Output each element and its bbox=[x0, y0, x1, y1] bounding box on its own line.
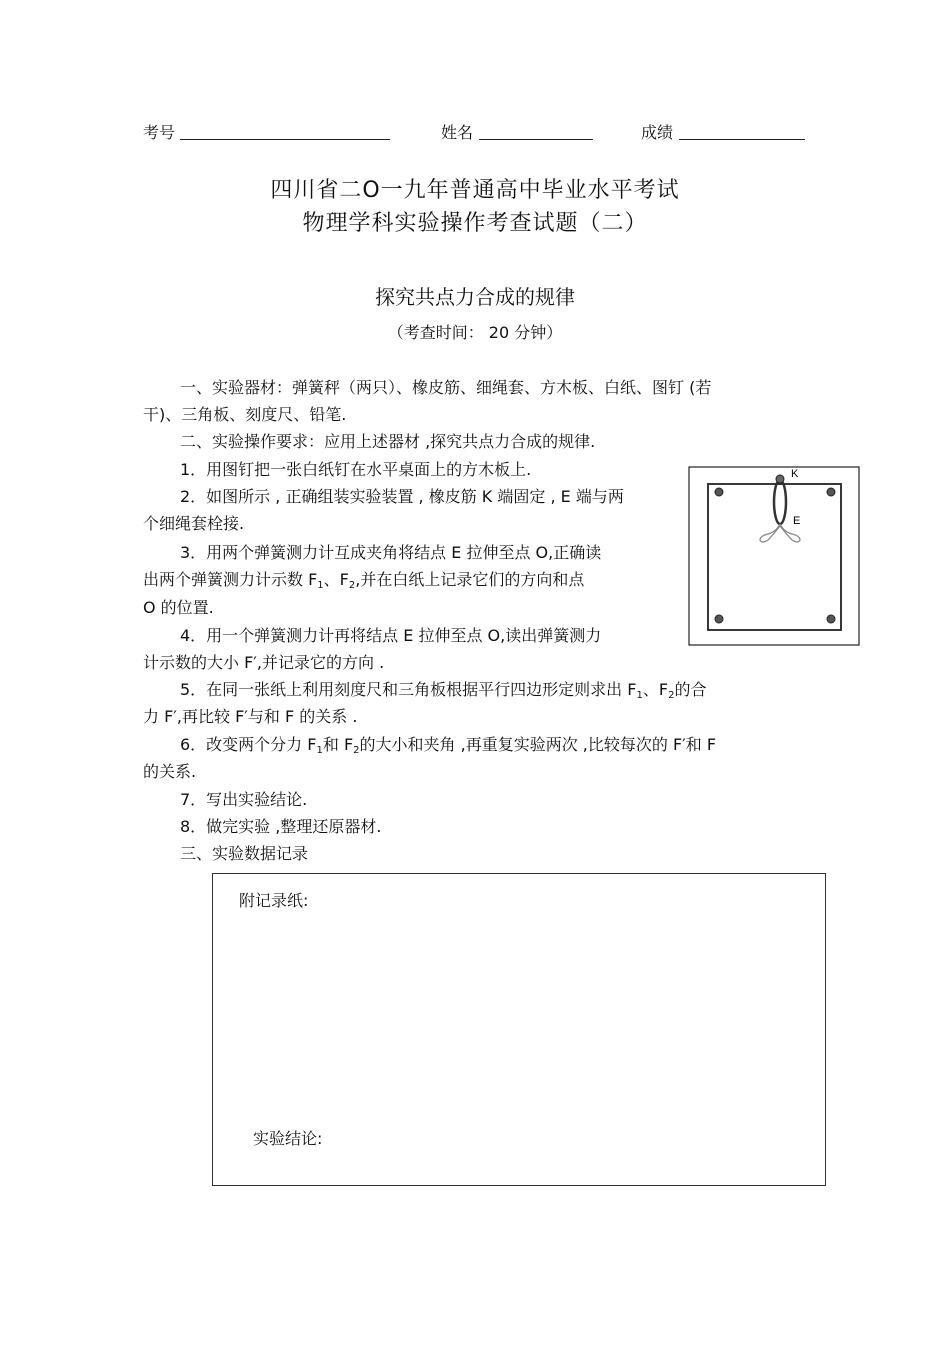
exam-no-label: 考号 bbox=[143, 123, 176, 142]
name-field[interactable] bbox=[479, 121, 593, 140]
conclusion-label: 实验结论: bbox=[253, 1129, 323, 1148]
score-field[interactable] bbox=[679, 121, 805, 140]
section2: 二、实验操作要求：应用上述器材 ,探究共点力合成的规律. bbox=[180, 432, 596, 451]
step6-text-c: 的大小和夹角 ,再重复实验两次 ,比较每次的 F′和 F bbox=[359, 735, 717, 754]
section1-line2: 干)、三角板、刻度尺、铅笔. bbox=[143, 405, 347, 424]
section1-line1: 一、实验器材：弹簧秤（两只）、橡皮筋、细绳套、方木板、白纸、图钉 (若 bbox=[180, 378, 712, 397]
pin-bottom-left bbox=[715, 615, 723, 623]
step3-line2 bbox=[143, 567, 584, 591]
subscript-2: 2 bbox=[348, 580, 356, 591]
step5-text-b: 、F bbox=[642, 680, 669, 699]
step4-line1: 4．用一个弹簧测力计再将结点 E 拉伸至点 O,读出弹簧测力 bbox=[180, 626, 602, 645]
subscript-1: 1 bbox=[317, 580, 324, 591]
step6-text-b: 和 F bbox=[322, 735, 354, 754]
step7: 7．写出实验结论. bbox=[180, 790, 308, 809]
pin-top-right bbox=[827, 488, 835, 496]
exam-no-field[interactable] bbox=[180, 121, 390, 140]
step2-line2: 个细绳套栓接. bbox=[143, 514, 245, 533]
step3-line3: O 的位置. bbox=[143, 598, 214, 617]
step5-text-c: 的合 bbox=[674, 680, 707, 699]
page-title-line1: 四川省二O一九年普通高中毕业水平考试 bbox=[270, 178, 680, 203]
step5-text-a: 5．在同一张纸上利用刻度尺和三角板根据平行四边形定则求出 F bbox=[180, 680, 637, 699]
subscript-2: 2 bbox=[668, 690, 675, 701]
step1: 1．用图钉把一张白纸钉在水平桌面上的方木板上. bbox=[180, 460, 532, 479]
step8: 8．做完实验 ,整理还原器材. bbox=[180, 817, 382, 836]
score-label: 成绩 bbox=[641, 123, 674, 142]
label-k: K bbox=[791, 468, 799, 480]
exam-time: （考查时间： 20 分钟） bbox=[387, 323, 563, 342]
pin-top-left bbox=[715, 488, 723, 496]
pin-k bbox=[776, 475, 784, 483]
page-title-line2: 物理学科实验操作考查试题（二） bbox=[302, 211, 648, 236]
step5-line1 bbox=[180, 677, 706, 701]
step3-text-a: 出两个弹簧测力计示数 F bbox=[143, 570, 318, 589]
subscript-1: 1 bbox=[316, 745, 323, 756]
step3-text-b: 、F bbox=[323, 570, 349, 589]
step6-line1 bbox=[180, 732, 716, 756]
name-label: 姓名 bbox=[441, 123, 474, 142]
step3-line1: 3．用两个弹簧测力计互成夹角将结点 E 拉伸至点 O,正确读 bbox=[180, 543, 602, 562]
step6-line2: 的关系. bbox=[143, 762, 197, 781]
apparatus-figure bbox=[688, 466, 860, 646]
step3-text-c: ,并在白纸上记录它们的方向和点 bbox=[355, 570, 585, 589]
subscript-1: 1 bbox=[636, 690, 643, 701]
label-e: E bbox=[793, 515, 801, 527]
step6-text-a: 6．改变两个分力 F bbox=[180, 735, 317, 754]
section3: 三、实验数据记录 bbox=[180, 844, 309, 863]
subscript-2: 2 bbox=[353, 745, 360, 756]
board-diagram bbox=[688, 466, 860, 646]
pin-bottom-right bbox=[827, 615, 835, 623]
record-paper-label: 附记录纸: bbox=[239, 891, 309, 910]
step5-line2: 力 F′,再比较 F′与和 F 的关系 . bbox=[143, 707, 358, 726]
step4-line2: 计示数的大小 F′,并记录它的方向 . bbox=[143, 653, 385, 672]
step2-line1: 2．如图所示 , 正确组装实验装置 , 橡皮筋 K 端固定 , E 端与两 bbox=[180, 487, 624, 506]
experiment-name: 探究共点力合成的规律 bbox=[375, 285, 575, 309]
